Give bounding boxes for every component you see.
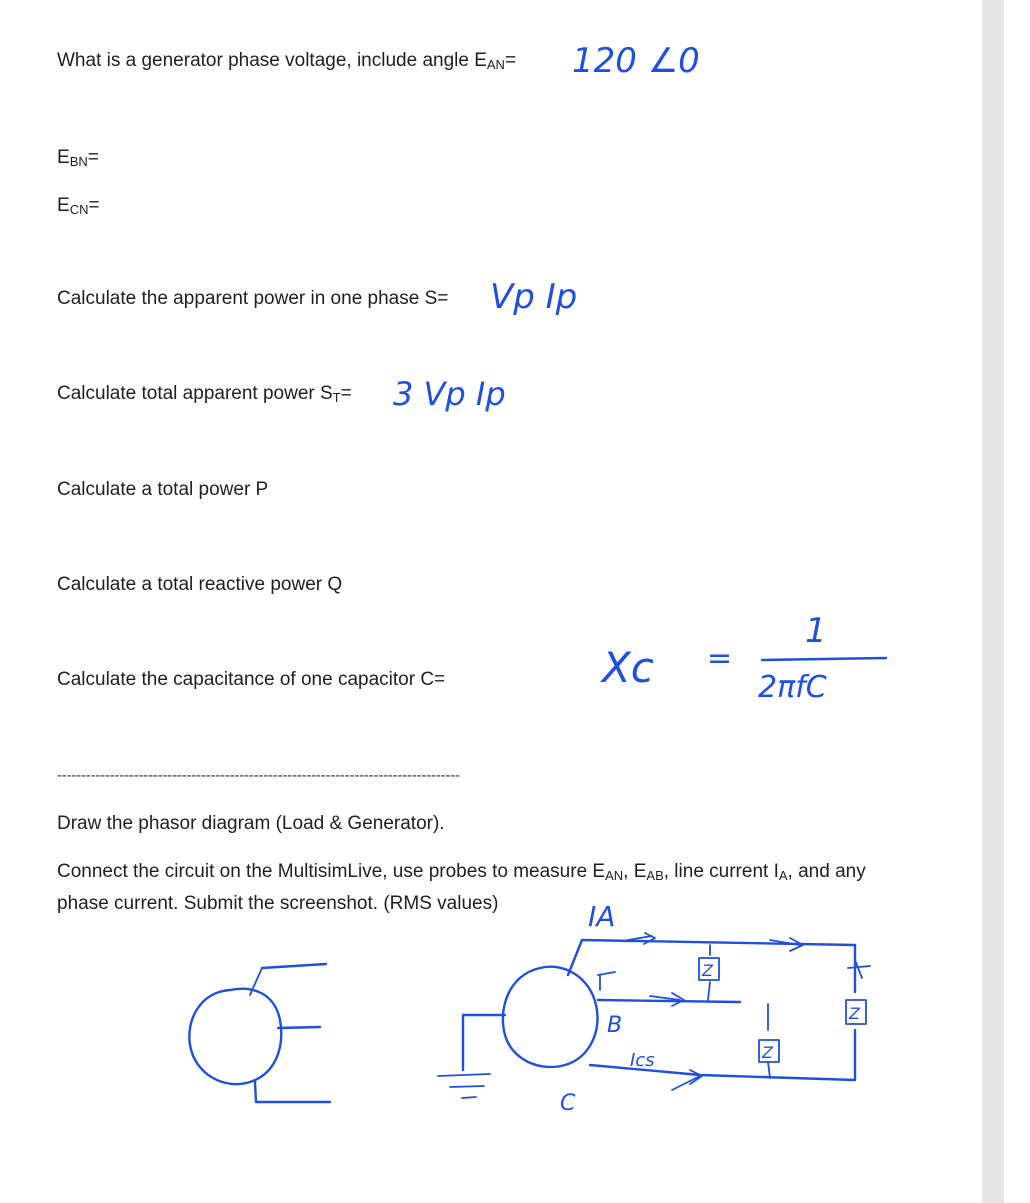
equals-sign: = — [340, 383, 352, 404]
label-c: C — [560, 1091, 576, 1116]
question-total-apparent-power-text: Calculate total apparent power S — [57, 383, 333, 404]
separator-line: ------------------------------------------------------------------------------------ — [57, 767, 460, 784]
equals-sign: = — [504, 50, 517, 71]
question-apparent-power-phase-text: Calculate the apparent power in one phase S= — [57, 288, 449, 309]
question-ebn — [57, 146, 99, 171]
subscript: T — [332, 390, 341, 405]
ean-answer-text: 120 ∠0 — [572, 41, 700, 81]
instruction-connect — [57, 856, 907, 919]
question-ebn-text: E — [57, 147, 70, 168]
label-z3: Z — [849, 1004, 860, 1023]
label-ics: Ics — [630, 1050, 655, 1071]
instruction-phasor-text: Draw the phasor diagram (Load & Generator). — [57, 813, 445, 834]
instruction-phasor — [57, 812, 445, 836]
subscript: A — [778, 868, 788, 883]
subscript: AB — [646, 868, 664, 883]
instruction-text: Connect the circuit on the MultisimLive, use probes to measure E — [57, 861, 606, 882]
subscript: BN — [69, 154, 88, 169]
question-capacitance-text: Calculate the capacitance of one capacitor C= — [57, 669, 446, 690]
label-b: B — [607, 1013, 623, 1038]
label-z1: Z — [702, 961, 713, 980]
xc-denominator: 2πfC — [758, 670, 827, 705]
subscript: CN — [69, 202, 89, 217]
instruction-text: , and any phase current. Submit the screenshot. (RMS values) — [57, 861, 866, 914]
label-z2: Z — [762, 1043, 773, 1062]
equals-sign: = — [87, 147, 99, 168]
question-apparent-power-phase — [57, 287, 448, 311]
s-phase-text: Vp Ip — [490, 277, 578, 317]
equals-sign: = — [88, 195, 100, 216]
question-total-power-text: Calculate a total power P — [57, 479, 269, 500]
subscript: AN — [605, 868, 624, 883]
instruction-text: , E — [623, 861, 647, 882]
question-total-apparent-power — [57, 382, 352, 407]
question-total-power — [57, 478, 268, 502]
question-ean — [57, 49, 516, 74]
question-ecn — [57, 194, 100, 219]
subscript: AN — [486, 57, 505, 72]
xc-lhs: Xc — [602, 643, 654, 692]
question-ean-text: What is a generator phase voltage, include angle E — [57, 50, 487, 71]
question-ecn-text: E — [57, 195, 70, 216]
window-margin — [1004, 0, 1030, 1203]
question-reactive-power-text: Calculate a total reactive power Q — [57, 574, 343, 595]
xc-equals: = — [707, 641, 733, 676]
xc-numerator: 1 — [805, 611, 827, 651]
question-capacitance — [57, 668, 445, 692]
question-reactive-power — [57, 573, 342, 597]
s-total-text: 3 Vp Ip — [393, 375, 506, 413]
instruction-text: , line current I — [663, 861, 779, 882]
label-ia: IA — [588, 900, 616, 933]
vertical-scrollbar[interactable] — [982, 0, 1004, 1203]
